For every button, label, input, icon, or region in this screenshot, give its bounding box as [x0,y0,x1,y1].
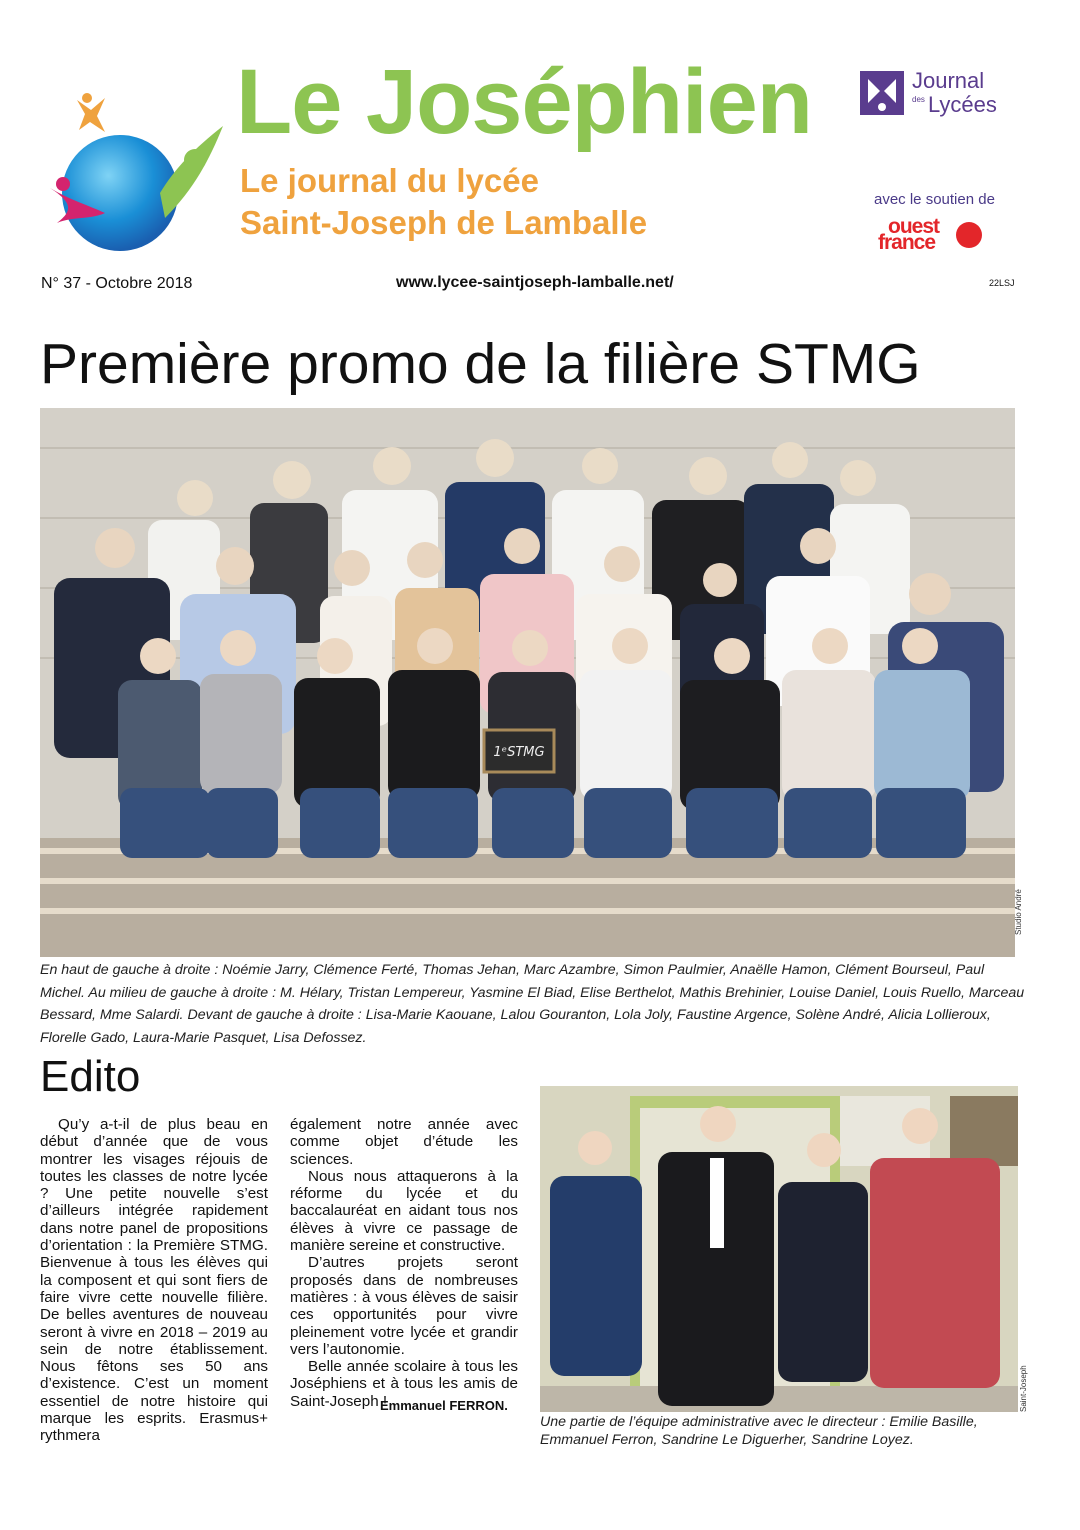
edito-column-2 [290,1116,518,1410]
edito-paragraph: également notre année avec comme objet d’étude les sciences. [290,1116,518,1168]
edito-paragraph: Belle année scolaire à tous les Joséphiens et à tous les amis de Saint-Joseph ! [290,1358,518,1410]
staff-photo-caption: Une partie de l’équipe administrative avec le directeur : Emilie Basille, Emmanuel Ferron, Sandrine Le Diguerher, Sandrine Loyez. [540,1414,978,1448]
edito-signature: Emmanuel FERRON. [380,1398,508,1413]
ouest-france-circle-icon [956,222,982,248]
edito-column-1 [40,1116,268,1445]
staff-group-photo [540,1086,1018,1412]
edito-title: Edito [40,1052,141,1101]
edito-paragraph: Nous nous attaquerons à la réforme du lycée et du baccalauréat en aidant tous nos élèves à vivre ce passage de manière sereine et constructive. [290,1167,518,1255]
partner-journal-text: Journal [912,68,985,93]
issue-number: N° 37 - Octobre 2018 [41,275,193,292]
edito-paragraph: Qu’y a-t-il de plus beau en début d’année que de vous montrer les visages réjouis de toutes les classes de notre lycée ? Une petite nouvelle s’est d’ailleurs intégrée rapidement dans notre panel de propositions d’orientation : la Première STMG. Bienvenue à tous les élèves qui la composent et qui sont fiers de faire vivre cette nouvelle filière. De belles aventures de nouveau seront à vivre en 2018 – 2019 au sein de notre établissement. Nous fêtons ses 50 ans d’existence. C’est un moment essentiel de notre histoire qui marque les esprits. Erasmus+ rythmera [40,1116,268,1445]
edito-paragraph: D’autres projets seront proposés dans de nombreuses matières : à vous élèves de saisir ces opportunités pour vivre pleinement votre lycée et grandir vers l’autonomie. [290,1254,518,1358]
masthead-subtitle-line2: Saint-Joseph de Lamballe [240,204,648,241]
masthead-subtitle-line1: Le journal du lycée [240,162,539,199]
support-text: avec le soutien de [874,191,995,208]
partner-lycees-text: Lycées [928,92,997,117]
website-link[interactable]: www.lycee-saintjoseph-lamballe.net/ [396,274,674,291]
main-photo-caption: En haut de gauche à droite : Noémie Jarry, Clémence Ferté, Thomas Jehan, Marc Azambre, Simon Paulmier, Anaëlle Hamon, Clément Bourseul, Paul Michel. Au milieu de gauche à droite : M. Hélary, Tristan Lempereur, Yasmine El Biad, Elise Berthelot, Mathis Brehinier, Louise Daniel, Louis Ruello, Marceau Bessard, Mme Salardi. Devant de gauche à droite : Lisa-Marie Kaouane, Lalou Gouranton, Lola Joly, Faustine Argence, Solène André, Alicia Lollieroux, Florelle Gado, Laura-Marie Pasquet, Lisa Defossez. [40,962,1025,1046]
masthead-subtitle [240,160,647,244]
sponsor-line1: ouest [888,215,940,238]
article-headline: Première promo de la filière STMG [40,332,921,396]
staff-photo-credit: Saint-Joseph [1019,1365,1028,1412]
slate-text: 1ᵉSTMG [493,745,545,760]
edition-code: 22LSJ [989,278,1015,288]
partner-des-text: des [912,95,925,104]
journal-des-lycees-icon [860,71,904,115]
journal-des-lycees-logo [858,68,1003,120]
ouest-france-logo [876,215,986,258]
school-logo [45,88,245,268]
class-group-photo [40,408,1015,957]
sponsor-line2: france [878,231,936,254]
masthead-title: Le Joséphien [236,51,812,153]
main-photo-credit: Studio André [1014,889,1023,935]
